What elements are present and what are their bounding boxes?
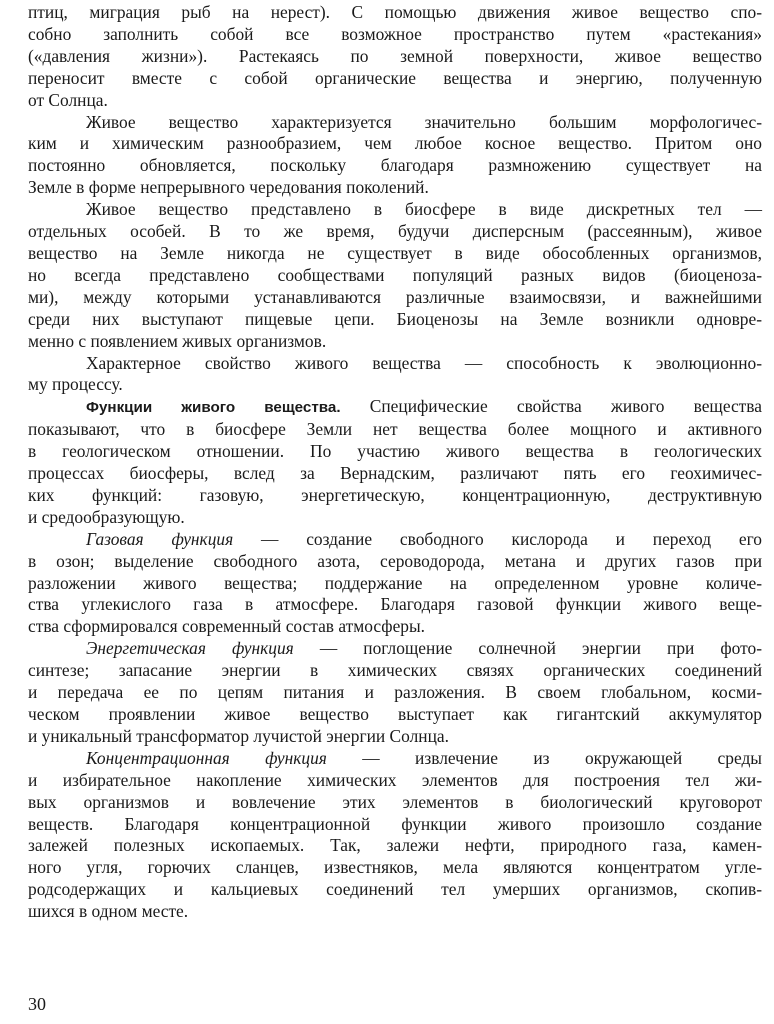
line-text: в геологическом отношении. По участию живого вещества в геологических	[28, 441, 762, 462]
text-line	[28, 901, 762, 923]
text-line	[28, 529, 762, 551]
text-line	[28, 243, 762, 265]
text-line	[28, 748, 762, 770]
text-line	[28, 594, 762, 616]
text-line	[28, 374, 762, 396]
line-text: Специфические свойства живого вещества	[340, 396, 762, 417]
text-line	[28, 463, 762, 485]
term-italic: Газовая функция	[86, 528, 234, 549]
line-text: синтезе; запасание энергии в химических связях органических соединений	[28, 660, 762, 681]
text-line	[28, 660, 762, 682]
section-heading: Функции живого вещества.	[86, 399, 341, 417]
text-line	[28, 396, 762, 419]
paragraph	[28, 353, 762, 397]
line-text: — поглощение солнечной энергии при фото-	[293, 638, 763, 659]
line-text: менно с появлением живых организмов.	[28, 330, 327, 351]
text-line	[28, 726, 762, 748]
paragraph	[28, 2, 762, 112]
line-text: постоянно обновляется, поскольку благодаря размножению существует на	[28, 155, 762, 176]
page-number: 30	[28, 994, 46, 1014]
line-text: ного угля, горючих сланцев, известняков, мела являются концентратом угле-	[28, 857, 762, 878]
text-line	[28, 814, 762, 836]
paragraph	[28, 112, 762, 200]
line-text: залежей полезных ископаемых. Так, залежи нефти, природного газа, камен-	[28, 835, 762, 856]
line-text: птиц, миграция рыб на нерест). С помощью движения живое вещество спо-	[28, 2, 762, 22]
text-line	[28, 573, 762, 595]
line-text: от Солнца.	[28, 89, 108, 110]
line-text: вещество на Земле никогда не существует в виде обособленных организмов,	[28, 242, 762, 263]
line-text: и средообразующую.	[28, 506, 185, 527]
line-text: но всегда представлено сообществами популяций разных видов (биоценоза-	[28, 264, 762, 285]
line-text: Земле в форме непрерывного чередования поколений.	[28, 177, 429, 198]
line-text: ства углекислого газа в атмосфере. Благодаря газовой функции живого веще-	[28, 594, 762, 615]
line-text: Живое вещество характеризуется значительно большим морфологичес-	[86, 111, 762, 132]
text-line	[28, 309, 762, 331]
line-text: собно заполнить собой все возможное пространство путем «растекания»	[28, 23, 762, 44]
paragraph	[28, 199, 762, 352]
line-text: переносит вместе с собой органические вещества и энергию, полученную	[28, 67, 762, 88]
text-line	[28, 221, 762, 243]
term-italic: Концентрационная функция	[86, 747, 327, 768]
line-text: и передача ее по цепям питания и разложения. В своем глобальном, косми-	[28, 682, 762, 703]
line-text: ким и химическим разнообразием, чем любое косное вещество. Притом оно	[28, 133, 762, 154]
text-line	[28, 68, 762, 90]
line-text: шихся в одном месте.	[28, 901, 189, 922]
line-text: разложении живого вещества; поддержание на определенном уровне количе-	[28, 572, 762, 593]
text-line	[28, 770, 762, 792]
text-line	[28, 177, 762, 199]
text-line	[28, 133, 762, 155]
line-text: Живое вещество представлено в биосфере в виде дискретных тел —	[86, 199, 762, 220]
text-line	[28, 704, 762, 726]
paragraph	[28, 638, 762, 748]
text-line	[28, 287, 762, 309]
text-line	[28, 857, 762, 879]
line-text: в озон; выделение свободного азота, сероводорода, метана и других газов при	[28, 550, 762, 571]
line-text: отдельных особей. В то же время, будучи дисперсным (рассеянным), живое	[28, 221, 762, 242]
text-line	[28, 24, 762, 46]
text-line	[28, 792, 762, 814]
paragraph	[28, 396, 762, 528]
text-line	[28, 835, 762, 857]
paragraph	[28, 748, 762, 923]
line-text: показывают, что в биосфере Земли нет вещества более мощного и активного	[28, 419, 762, 440]
term-italic: Энергетическая функция	[86, 638, 294, 659]
line-text: веществ. Благодаря концентрационной функции живого произошло создание	[28, 813, 762, 834]
text-line	[28, 112, 762, 134]
text-line	[28, 353, 762, 375]
line-text: — создание свободного кислорода и переход его	[233, 528, 763, 549]
line-text: процессах биосферы, вслед за Вернадским, различают пять его геохимичес-	[28, 463, 762, 484]
line-text: — извлечение из окружающей среды	[326, 747, 762, 768]
text-line	[28, 2, 762, 24]
text-line	[28, 265, 762, 287]
text-line	[28, 155, 762, 177]
line-text: му процессу.	[28, 374, 123, 395]
line-text: ства сформировался современный состав атмосферы.	[28, 616, 426, 637]
text-line	[28, 419, 762, 441]
text-line	[28, 199, 762, 221]
text-line	[28, 90, 762, 112]
text-line	[28, 551, 762, 573]
paragraph	[28, 529, 762, 639]
book-page	[28, 0, 762, 1024]
text-line	[28, 485, 762, 507]
text-line	[28, 616, 762, 638]
line-text: и уникальный трансформатор лучистой энергии Солнца.	[28, 725, 449, 746]
line-text: родсодержащих и кальциевых соединений тел умерших организмов, скопив-	[28, 879, 762, 900]
line-text: и избирательное накопление химических элементов для построения тел жи-	[28, 769, 762, 790]
text-line	[28, 638, 762, 660]
line-text: Характерное свойство живого вещества — способность к эволюционно-	[86, 352, 762, 373]
line-text: среди них выступают пищевые цепи. Биоценозы на Земле возникли одновре-	[28, 308, 762, 329]
line-text: вых организмов и вовлечение этих элементов в биологический круговорот	[28, 791, 762, 812]
text-line	[28, 46, 762, 68]
text-line	[28, 441, 762, 463]
line-text: ких функций: газовую, энергетическую, концентрационную, деструктивную	[28, 484, 762, 505]
body-text	[28, 2, 762, 923]
text-line	[28, 331, 762, 353]
text-line	[28, 507, 762, 529]
line-text: ческом проявлении живое вещество выступает как гигантский аккумулятор	[28, 704, 762, 724]
text-line	[28, 682, 762, 704]
line-text: ми), между которыми устанавливаются различные взаимосвязи, и важнейшими	[28, 286, 762, 307]
text-line	[28, 879, 762, 901]
line-text: («давления жизни»). Растекаясь по земной поверхности, живое вещество	[28, 45, 762, 66]
